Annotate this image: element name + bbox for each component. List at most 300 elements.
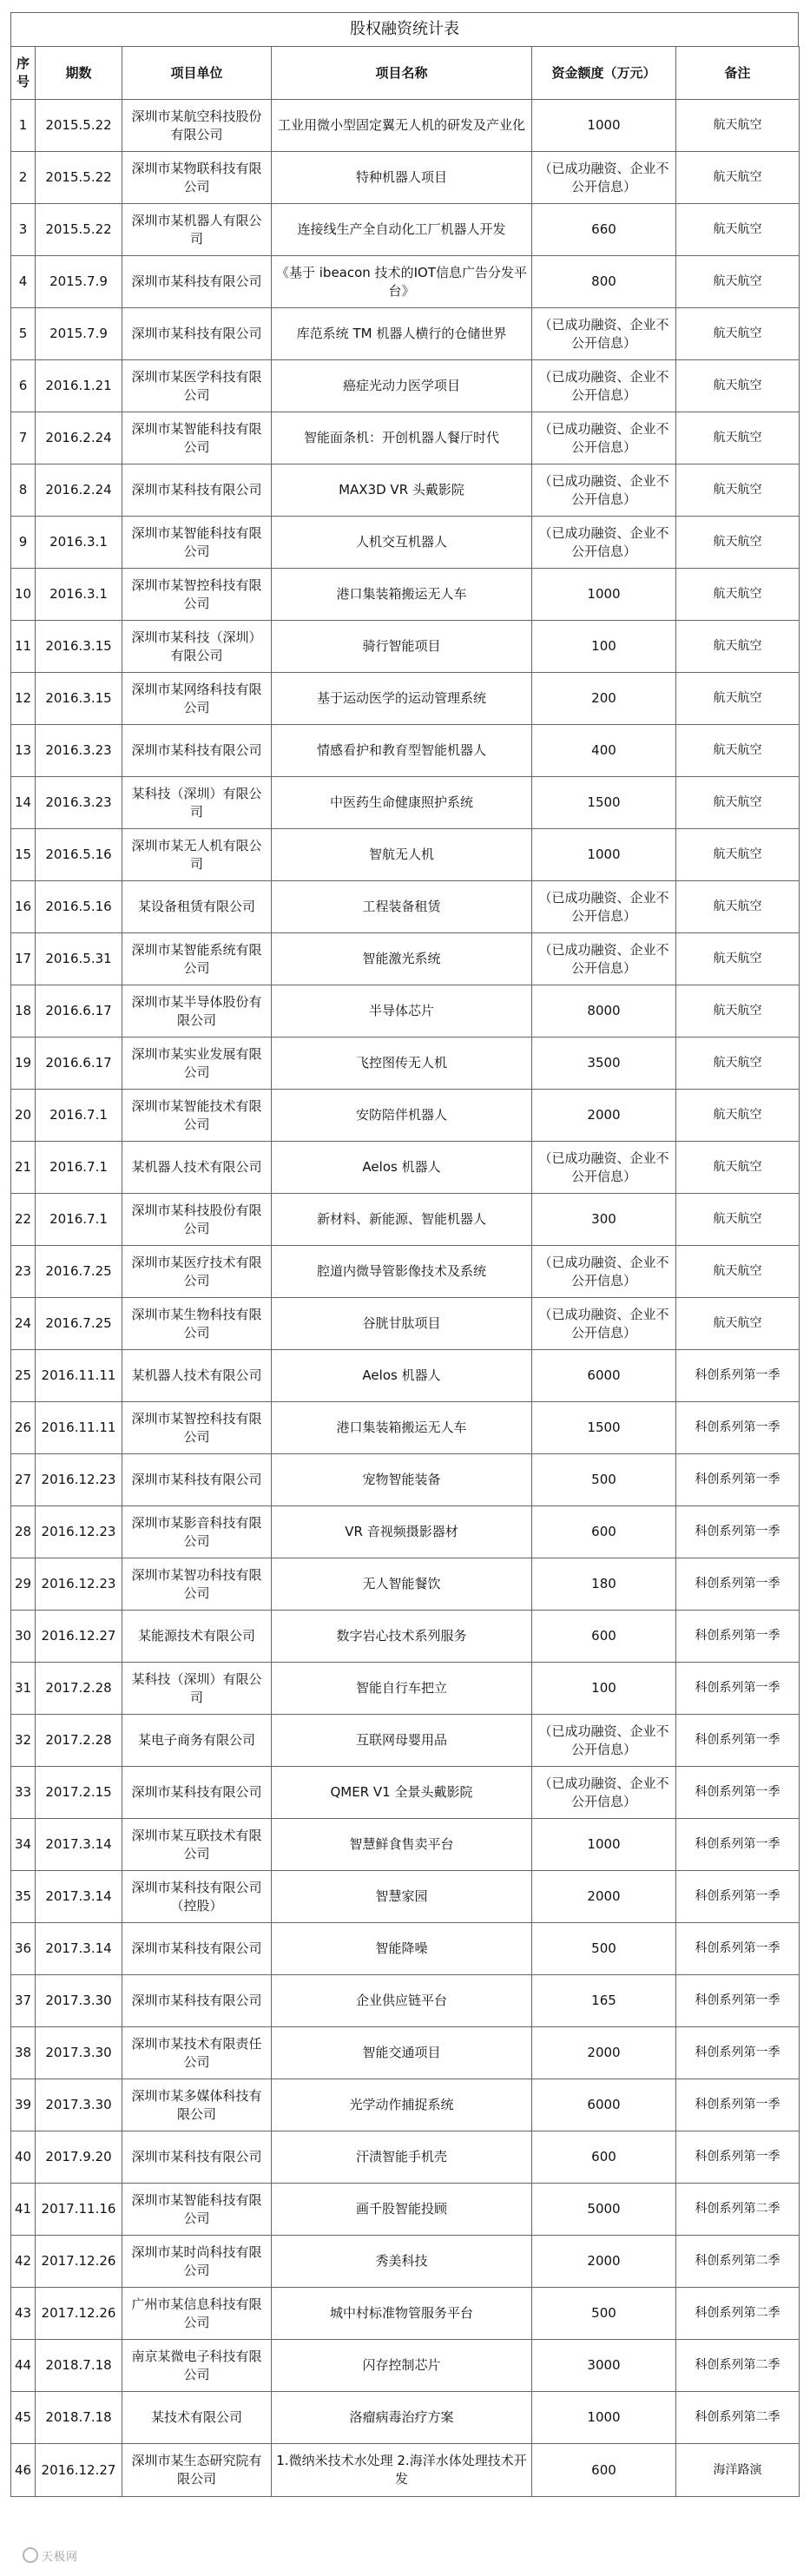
cell-index: 16 xyxy=(11,881,36,933)
cell-index: 7 xyxy=(11,412,36,464)
cell-project: 智慧鲜食售卖平台 xyxy=(272,1819,532,1871)
cell-index: 26 xyxy=(11,1402,36,1454)
table-row xyxy=(11,2079,800,2131)
cell-remark: 科创系列第一季 xyxy=(676,1454,800,1506)
cell-amount: 100 xyxy=(532,1663,676,1715)
cell-index: 6 xyxy=(11,360,36,412)
cell-project: 智航无人机 xyxy=(272,829,532,881)
cell-company: 深圳市某互联技术有限公司 xyxy=(122,1819,272,1871)
table-row xyxy=(11,1350,800,1402)
cell-period: 2016.3.15 xyxy=(36,673,122,725)
cell-index: 29 xyxy=(11,1558,36,1611)
table-row xyxy=(11,1038,800,1090)
cell-amount: 400 xyxy=(532,725,676,777)
table-row xyxy=(11,360,800,412)
cell-project: 智能交通项目 xyxy=(272,2027,532,2079)
cell-index: 40 xyxy=(11,2131,36,2184)
cell-amount: （已成功融资、企业不公开信息） xyxy=(532,881,676,933)
cell-remark: 科创系列第一季 xyxy=(676,1558,800,1611)
cell-remark: 科创系列第二季 xyxy=(676,2236,800,2288)
cell-company: 深圳市某影音科技有限公司 xyxy=(122,1506,272,1558)
cell-index: 39 xyxy=(11,2079,36,2131)
cell-amount: 500 xyxy=(532,1454,676,1506)
cell-project: 宠物智能装备 xyxy=(272,1454,532,1506)
cell-company: 深圳市某物联科技有限公司 xyxy=(122,152,272,204)
table-row xyxy=(11,2131,800,2184)
cell-amount: 1000 xyxy=(532,1819,676,1871)
cell-amount: （已成功融资、企业不公开信息） xyxy=(532,1298,676,1350)
cell-remark: 科创系列第二季 xyxy=(676,2288,800,2340)
cell-company: 深圳市某实业发展有限公司 xyxy=(122,1038,272,1090)
cell-index: 44 xyxy=(11,2340,36,2392)
cell-project: 连接线生产全自动化工厂机器人开发 xyxy=(272,204,532,256)
cell-period: 2016.11.11 xyxy=(36,1402,122,1454)
cell-period: 2015.7.9 xyxy=(36,308,122,360)
cell-project: 智能激光系统 xyxy=(272,933,532,985)
cell-remark: 航天航空 xyxy=(676,517,800,569)
cell-project: 无人智能餐饮 xyxy=(272,1558,532,1611)
cell-amount: （已成功融资、企业不公开信息） xyxy=(532,517,676,569)
cell-company: 南京某微电子科技有限公司 xyxy=(122,2340,272,2392)
cell-period: 2016.3.15 xyxy=(36,621,122,673)
table-row xyxy=(11,100,800,152)
cell-remark: 海洋路演 xyxy=(676,2444,800,2497)
cell-project: 《基于 ibeacon 技术的IOT信息广告分发平台》 xyxy=(272,256,532,308)
cell-project: VR 音视频摄影器材 xyxy=(272,1506,532,1558)
cell-company: 深圳市某智能科技有限公司 xyxy=(122,517,272,569)
cell-period: 2016.12.27 xyxy=(36,1611,122,1663)
cell-period: 2016.12.27 xyxy=(36,2444,122,2497)
cell-company: 某电子商务有限公司 xyxy=(122,1715,272,1767)
cell-company: 深圳市某科技有限公司（控股） xyxy=(122,1871,272,1923)
header-cell-company: 项目单位 xyxy=(122,47,272,100)
cell-company: 深圳市某无人机有限公司 xyxy=(122,829,272,881)
cell-period: 2017.2.28 xyxy=(36,1663,122,1715)
cell-company: 深圳市某智能科技有限公司 xyxy=(122,2184,272,2236)
cell-remark: 航天航空 xyxy=(676,1298,800,1350)
table-row xyxy=(11,256,800,308)
cell-remark: 科创系列第一季 xyxy=(676,1402,800,1454)
table-row xyxy=(11,1142,800,1194)
cell-remark: 航天航空 xyxy=(676,308,800,360)
cell-period: 2016.5.31 xyxy=(36,933,122,985)
table-row xyxy=(11,1767,800,1819)
cell-amount: 600 xyxy=(532,1611,676,1663)
cell-index: 42 xyxy=(11,2236,36,2288)
cell-index: 13 xyxy=(11,725,36,777)
cell-period: 2016.3.1 xyxy=(36,517,122,569)
cell-company: 深圳市某半导体股份有限公司 xyxy=(122,985,272,1038)
cell-remark: 航天航空 xyxy=(676,621,800,673)
cell-project: 骑行智能项目 xyxy=(272,621,532,673)
watermark xyxy=(23,2547,78,2564)
cell-amount: 8000 xyxy=(532,985,676,1038)
financing-table-sheet xyxy=(10,12,799,2497)
table-row xyxy=(11,1923,800,1975)
cell-project: 基于运动医学的运动管理系统 xyxy=(272,673,532,725)
cell-period: 2018.7.18 xyxy=(36,2392,122,2444)
cell-index: 3 xyxy=(11,204,36,256)
header-cell-index: 序号 xyxy=(11,47,36,100)
cell-amount: （已成功融资、企业不公开信息） xyxy=(532,1715,676,1767)
cell-remark: 航天航空 xyxy=(676,256,800,308)
cell-amount: 1000 xyxy=(532,100,676,152)
cell-remark: 航天航空 xyxy=(676,204,800,256)
cell-index: 31 xyxy=(11,1663,36,1715)
cell-index: 21 xyxy=(11,1142,36,1194)
table-title: 股权融资统计表 xyxy=(10,12,799,46)
cell-index: 32 xyxy=(11,1715,36,1767)
cell-company: 深圳市某科技有限公司 xyxy=(122,464,272,517)
cell-period: 2017.11.16 xyxy=(36,2184,122,2236)
cell-remark: 航天航空 xyxy=(676,1090,800,1142)
header-cell-project: 项目名称 xyxy=(272,47,532,100)
cell-amount: 6000 xyxy=(532,2079,676,2131)
cell-amount: 180 xyxy=(532,1558,676,1611)
cell-period: 2016.6.17 xyxy=(36,985,122,1038)
cell-remark: 航天航空 xyxy=(676,829,800,881)
cell-project: 智能自行车把立 xyxy=(272,1663,532,1715)
cell-project: 港口集装箱搬运无人车 xyxy=(272,1402,532,1454)
cell-remark: 科创系列第一季 xyxy=(676,2027,800,2079)
cell-company: 深圳市某智能技术有限公司 xyxy=(122,1090,272,1142)
table-row xyxy=(11,569,800,621)
cell-index: 8 xyxy=(11,464,36,517)
cell-amount: 2000 xyxy=(532,2027,676,2079)
cell-period: 2016.7.1 xyxy=(36,1142,122,1194)
cell-remark: 科创系列第一季 xyxy=(676,1506,800,1558)
cell-index: 11 xyxy=(11,621,36,673)
cell-period: 2016.2.24 xyxy=(36,412,122,464)
cell-index: 28 xyxy=(11,1506,36,1558)
table-row xyxy=(11,2184,800,2236)
table-row xyxy=(11,673,800,725)
cell-period: 2016.6.17 xyxy=(36,1038,122,1090)
cell-remark: 航天航空 xyxy=(676,673,800,725)
watermark-text: 天极网 xyxy=(42,2551,79,2564)
cell-company: 某设备租赁有限公司 xyxy=(122,881,272,933)
table-row xyxy=(11,1558,800,1611)
table-row xyxy=(11,725,800,777)
table-row xyxy=(11,2340,800,2392)
cell-company: 深圳市某多媒体科技有限公司 xyxy=(122,2079,272,2131)
cell-project: 工业用微小型固定翼无人机的研发及产业化 xyxy=(272,100,532,152)
cell-period: 2015.5.22 xyxy=(36,100,122,152)
cell-project: MAX3D VR 头戴影院 xyxy=(272,464,532,517)
cell-remark: 科创系列第二季 xyxy=(676,2184,800,2236)
cell-amount: 660 xyxy=(532,204,676,256)
cell-index: 38 xyxy=(11,2027,36,2079)
cell-project: 半导体芯片 xyxy=(272,985,532,1038)
header-cell-period: 期数 xyxy=(36,47,122,100)
cell-amount: 1000 xyxy=(532,569,676,621)
table-row xyxy=(11,1975,800,2027)
cell-period: 2016.12.23 xyxy=(36,1454,122,1506)
cell-project: 腔道内微导管影像技术及系统 xyxy=(272,1246,532,1298)
cell-project: 新材料、新能源、智能机器人 xyxy=(272,1194,532,1246)
table-row xyxy=(11,881,800,933)
cell-index: 37 xyxy=(11,1975,36,2027)
cell-remark: 航天航空 xyxy=(676,464,800,517)
cell-company: 深圳市某科技有限公司 xyxy=(122,1975,272,2027)
cell-project: Aelos 机器人 xyxy=(272,1350,532,1402)
cell-project: 库范系统 TM 机器人横行的仓储世界 xyxy=(272,308,532,360)
cell-project: 闪存控制芯片 xyxy=(272,2340,532,2392)
cell-period: 2016.11.11 xyxy=(36,1350,122,1402)
cell-project: 汗渍智能手机壳 xyxy=(272,2131,532,2184)
cell-remark: 航天航空 xyxy=(676,1142,800,1194)
cell-company: 深圳市某科技有限公司 xyxy=(122,308,272,360)
cell-project: 飞控图传无人机 xyxy=(272,1038,532,1090)
table-body xyxy=(11,100,800,2497)
cell-index: 4 xyxy=(11,256,36,308)
cell-project: 安防陪伴机器人 xyxy=(272,1090,532,1142)
cell-index: 33 xyxy=(11,1767,36,1819)
cell-index: 22 xyxy=(11,1194,36,1246)
cell-period: 2016.5.16 xyxy=(36,829,122,881)
cell-index: 36 xyxy=(11,1923,36,1975)
cell-remark: 科创系列第一季 xyxy=(676,2079,800,2131)
cell-period: 2017.3.30 xyxy=(36,2027,122,2079)
cell-project: 1.微纳米技术水处理 2.海洋水体处理技术开发 xyxy=(272,2444,532,2497)
cell-remark: 科创系列第一季 xyxy=(676,1923,800,1975)
cell-amount: 1500 xyxy=(532,777,676,829)
cell-company: 深圳市某技术有限责任公司 xyxy=(122,2027,272,2079)
cell-period: 2016.7.25 xyxy=(36,1298,122,1350)
cell-period: 2017.12.26 xyxy=(36,2288,122,2340)
table-row xyxy=(11,985,800,1038)
cell-index: 25 xyxy=(11,1350,36,1402)
cell-company: 某能源技术有限公司 xyxy=(122,1611,272,1663)
cell-remark: 航天航空 xyxy=(676,933,800,985)
cell-remark: 航天航空 xyxy=(676,881,800,933)
cell-index: 24 xyxy=(11,1298,36,1350)
cell-amount: （已成功融资、企业不公开信息） xyxy=(532,933,676,985)
cell-amount: 3000 xyxy=(532,2340,676,2392)
table-row xyxy=(11,777,800,829)
cell-amount: 100 xyxy=(532,621,676,673)
cell-remark: 科创系列第一季 xyxy=(676,1663,800,1715)
cell-period: 2017.3.14 xyxy=(36,1871,122,1923)
cell-index: 12 xyxy=(11,673,36,725)
table-row xyxy=(11,2027,800,2079)
table-row xyxy=(11,1611,800,1663)
cell-project: 癌症光动力医学项目 xyxy=(272,360,532,412)
cell-remark: 航天航空 xyxy=(676,360,800,412)
cell-company: 某科技（深圳）有限公司 xyxy=(122,777,272,829)
cell-index: 10 xyxy=(11,569,36,621)
cell-amount: 600 xyxy=(532,1506,676,1558)
cell-remark: 航天航空 xyxy=(676,1194,800,1246)
cell-remark: 航天航空 xyxy=(676,1246,800,1298)
table-row xyxy=(11,1402,800,1454)
cell-amount: 500 xyxy=(532,1923,676,1975)
cell-company: 某技术有限公司 xyxy=(122,2392,272,2444)
cell-company: 深圳市某医学科技有限公司 xyxy=(122,360,272,412)
cell-project: 工程装备租赁 xyxy=(272,881,532,933)
financing-table xyxy=(10,46,800,2497)
cell-period: 2016.1.21 xyxy=(36,360,122,412)
cell-remark: 航天航空 xyxy=(676,412,800,464)
cell-remark: 科创系列第一季 xyxy=(676,1819,800,1871)
cell-period: 2016.12.23 xyxy=(36,1558,122,1611)
cell-period: 2016.5.16 xyxy=(36,881,122,933)
cell-company: 某科技（深圳）有限公司 xyxy=(122,1663,272,1715)
cell-period: 2015.5.22 xyxy=(36,152,122,204)
cell-remark: 科创系列第一季 xyxy=(676,2131,800,2184)
cell-amount: 6000 xyxy=(532,1350,676,1402)
cell-company: 深圳市某科技有限公司 xyxy=(122,1923,272,1975)
cell-company: 深圳市某智功科技有限公司 xyxy=(122,1558,272,1611)
cell-index: 46 xyxy=(11,2444,36,2497)
table-row xyxy=(11,412,800,464)
cell-amount: （已成功融资、企业不公开信息） xyxy=(532,152,676,204)
cell-project: 光学动作捕捉系统 xyxy=(272,2079,532,2131)
cell-company: 深圳市某时尚科技有限公司 xyxy=(122,2236,272,2288)
cell-period: 2017.3.30 xyxy=(36,2079,122,2131)
cell-amount: （已成功融资、企业不公开信息） xyxy=(532,360,676,412)
cell-remark: 航天航空 xyxy=(676,100,800,152)
cell-project: 画千股智能投顾 xyxy=(272,2184,532,2236)
cell-company: 深圳市某科技股份有限公司 xyxy=(122,1194,272,1246)
table-row xyxy=(11,1871,800,1923)
cell-index: 2 xyxy=(11,152,36,204)
cell-amount: （已成功融资、企业不公开信息） xyxy=(532,464,676,517)
cell-amount: （已成功融资、企业不公开信息） xyxy=(532,1142,676,1194)
cell-project: 秀美科技 xyxy=(272,2236,532,2288)
cell-amount: 200 xyxy=(532,673,676,725)
cell-index: 41 xyxy=(11,2184,36,2236)
cell-company: 某机器人技术有限公司 xyxy=(122,1142,272,1194)
cell-remark: 科创系列第一季 xyxy=(676,1715,800,1767)
cell-period: 2016.3.23 xyxy=(36,777,122,829)
cell-period: 2017.9.20 xyxy=(36,2131,122,2184)
cell-period: 2017.2.28 xyxy=(36,1715,122,1767)
cell-amount: 1000 xyxy=(532,829,676,881)
cell-project: 智能降噪 xyxy=(272,1923,532,1975)
cell-project: 中医药生命健康照护系统 xyxy=(272,777,532,829)
cell-company: 深圳市某智控科技有限公司 xyxy=(122,1402,272,1454)
cell-project: 特种机器人项目 xyxy=(272,152,532,204)
cell-project: 互联网母婴用品 xyxy=(272,1715,532,1767)
cell-project: 谷胱甘肽项目 xyxy=(272,1298,532,1350)
cell-amount: 5000 xyxy=(532,2184,676,2236)
cell-period: 2015.7.9 xyxy=(36,256,122,308)
cell-index: 15 xyxy=(11,829,36,881)
cell-amount: 1500 xyxy=(532,1402,676,1454)
cell-index: 34 xyxy=(11,1819,36,1871)
cell-amount: （已成功融资、企业不公开信息） xyxy=(532,1246,676,1298)
cell-project: 数字岩心技术系列服务 xyxy=(272,1611,532,1663)
cell-period: 2016.3.23 xyxy=(36,725,122,777)
cell-project: 人机交互机器人 xyxy=(272,517,532,569)
camera-icon xyxy=(23,2547,38,2563)
table-row xyxy=(11,1506,800,1558)
cell-amount: 600 xyxy=(532,2444,676,2497)
cell-project: 城中村标准物管服务平台 xyxy=(272,2288,532,2340)
cell-project: 智慧家园 xyxy=(272,1871,532,1923)
header-row xyxy=(11,47,800,100)
table-row xyxy=(11,204,800,256)
table-row xyxy=(11,621,800,673)
cell-amount: 1000 xyxy=(532,2392,676,2444)
cell-index: 1 xyxy=(11,100,36,152)
cell-remark: 航天航空 xyxy=(676,569,800,621)
cell-project: 港口集装箱搬运无人车 xyxy=(272,569,532,621)
cell-company: 深圳市某生态研究院有限公司 xyxy=(122,2444,272,2497)
cell-period: 2016.7.25 xyxy=(36,1246,122,1298)
cell-period: 2015.5.22 xyxy=(36,204,122,256)
table-row xyxy=(11,1298,800,1350)
cell-amount: 500 xyxy=(532,2288,676,2340)
cell-company: 深圳市某航空科技股份有限公司 xyxy=(122,100,272,152)
cell-remark: 航天航空 xyxy=(676,1038,800,1090)
cell-amount: 3500 xyxy=(532,1038,676,1090)
cell-index: 5 xyxy=(11,308,36,360)
table-row xyxy=(11,1819,800,1871)
cell-period: 2016.12.23 xyxy=(36,1506,122,1558)
cell-index: 20 xyxy=(11,1090,36,1142)
cell-amount: （已成功融资、企业不公开信息） xyxy=(532,308,676,360)
cell-company: 深圳市某科技有限公司 xyxy=(122,2131,272,2184)
cell-remark: 科创系列第一季 xyxy=(676,1611,800,1663)
cell-remark: 航天航空 xyxy=(676,152,800,204)
table-row xyxy=(11,2288,800,2340)
table-row xyxy=(11,152,800,204)
cell-company: 深圳市某智能科技有限公司 xyxy=(122,412,272,464)
cell-index: 45 xyxy=(11,2392,36,2444)
cell-remark: 航天航空 xyxy=(676,725,800,777)
cell-index: 18 xyxy=(11,985,36,1038)
cell-index: 35 xyxy=(11,1871,36,1923)
table-row xyxy=(11,2392,800,2444)
cell-company: 广州市某信息科技有限公司 xyxy=(122,2288,272,2340)
cell-period: 2016.2.24 xyxy=(36,464,122,517)
cell-project: 企业供应链平台 xyxy=(272,1975,532,2027)
cell-period: 2017.3.14 xyxy=(36,1923,122,1975)
cell-company: 深圳市某科技有限公司 xyxy=(122,256,272,308)
cell-period: 2016.7.1 xyxy=(36,1194,122,1246)
cell-amount: （已成功融资、企业不公开信息） xyxy=(532,1767,676,1819)
table-row xyxy=(11,1246,800,1298)
table-row xyxy=(11,1194,800,1246)
cell-company: 深圳市某机器人有限公司 xyxy=(122,204,272,256)
cell-company: 某机器人技术有限公司 xyxy=(122,1350,272,1402)
table-row xyxy=(11,1090,800,1142)
cell-remark: 航天航空 xyxy=(676,985,800,1038)
cell-project: 智能面条机：开创机器人餐厅时代 xyxy=(272,412,532,464)
cell-amount: 800 xyxy=(532,256,676,308)
cell-period: 2017.3.14 xyxy=(36,1819,122,1871)
cell-index: 30 xyxy=(11,1611,36,1663)
cell-company: 深圳市某医疗技术有限公司 xyxy=(122,1246,272,1298)
cell-company: 深圳市某科技有限公司 xyxy=(122,725,272,777)
cell-period: 2017.2.15 xyxy=(36,1767,122,1819)
table-row xyxy=(11,1663,800,1715)
header-cell-amount: 资金额度（万元） xyxy=(532,47,676,100)
table-row xyxy=(11,464,800,517)
cell-index: 9 xyxy=(11,517,36,569)
table-row xyxy=(11,829,800,881)
cell-period: 2016.7.1 xyxy=(36,1090,122,1142)
cell-project: Aelos 机器人 xyxy=(272,1142,532,1194)
table-row xyxy=(11,2236,800,2288)
cell-company: 深圳市某科技有限公司 xyxy=(122,1454,272,1506)
table-row xyxy=(11,2444,800,2497)
cell-index: 19 xyxy=(11,1038,36,1090)
cell-index: 14 xyxy=(11,777,36,829)
cell-remark: 科创系列第二季 xyxy=(676,2340,800,2392)
